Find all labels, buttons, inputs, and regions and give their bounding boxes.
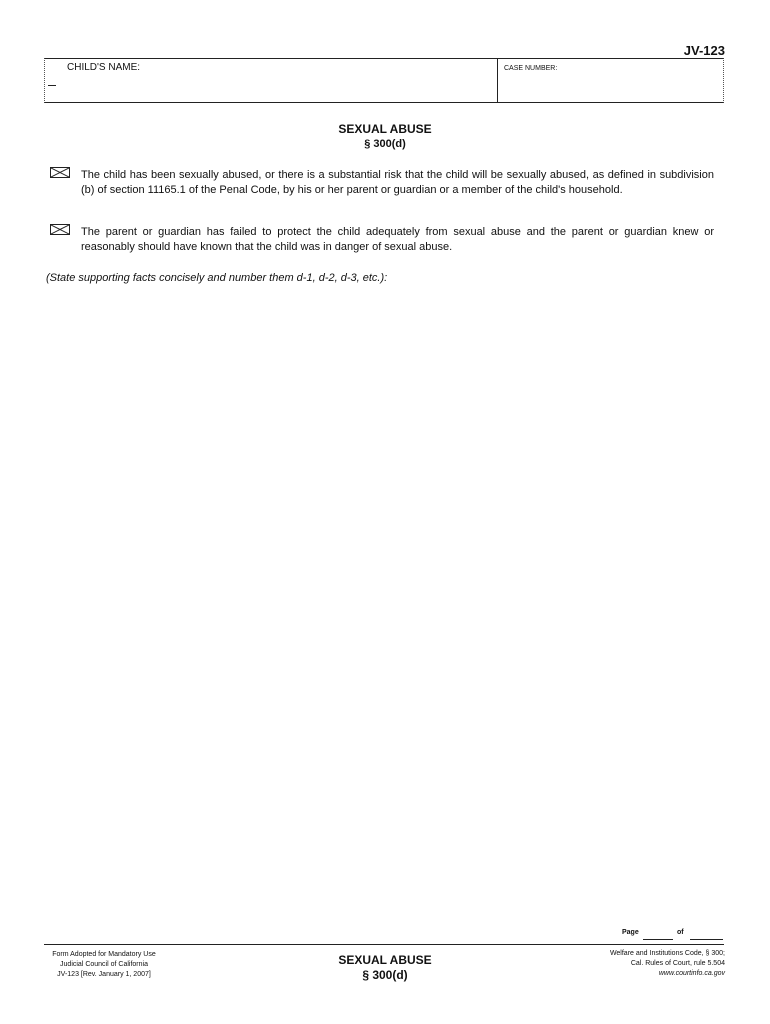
form-revision: JV-123 [Rev. January 1, 2007] (57, 971, 151, 978)
page-label: Page (622, 929, 639, 936)
checkbox-failed-to-protect[interactable] (50, 224, 70, 235)
caption-box (44, 58, 724, 103)
footer-rule (44, 944, 724, 945)
statute-citation: Welfare and Institutions Code, § 300; (609, 950, 725, 957)
of-label: of (677, 929, 684, 936)
caption-divider (497, 59, 498, 102)
form-title: SEXUAL ABUSE (338, 122, 432, 136)
supporting-facts-instruction: (State supporting facts concisely and number them d-1, d-2, d-3, etc.): (46, 272, 388, 284)
item-text-failed-to-protect: The parent or guardian has failed to protect the child adequately from sexual abuse and the parent or guardian knew or reasonably should have known that the child was in danger of sexual abuse. (81, 226, 714, 253)
footer-title: SEXUAL ABUSE (338, 953, 432, 967)
child-name-label: CHILD'S NAME: (67, 62, 141, 73)
footer-section: § 300(d) (362, 968, 408, 982)
page-number-field[interactable] (643, 939, 673, 940)
check-x-icon (51, 225, 69, 234)
page-total-field[interactable] (690, 939, 723, 940)
council-name: Judicial Council of California (60, 961, 148, 968)
court-website-link[interactable]: www.courtinfo.ca.gov (658, 970, 725, 977)
footer-right (525, 949, 725, 979)
form-section: § 300(d) (364, 138, 406, 150)
case-number-label: CASE NUMBER: (504, 65, 558, 72)
item-text-sexually-abused: The child has been sexually abused, or there is a substantial risk that the child will be sexually abused, as defined in subdivision (b) of section 11165.1 of the Penal Code, by his or her parent or guardian or a member of the child's household. (81, 169, 714, 196)
adoption-note: Form Adopted for Mandatory Use (52, 951, 156, 958)
form-id: JV-123 (683, 43, 725, 58)
rule-citation: Cal. Rules of Court, rule 5.504 (630, 960, 725, 967)
child-name-mark (48, 85, 56, 86)
check-x-icon (51, 168, 69, 177)
checkbox-sexually-abused[interactable] (50, 167, 70, 178)
